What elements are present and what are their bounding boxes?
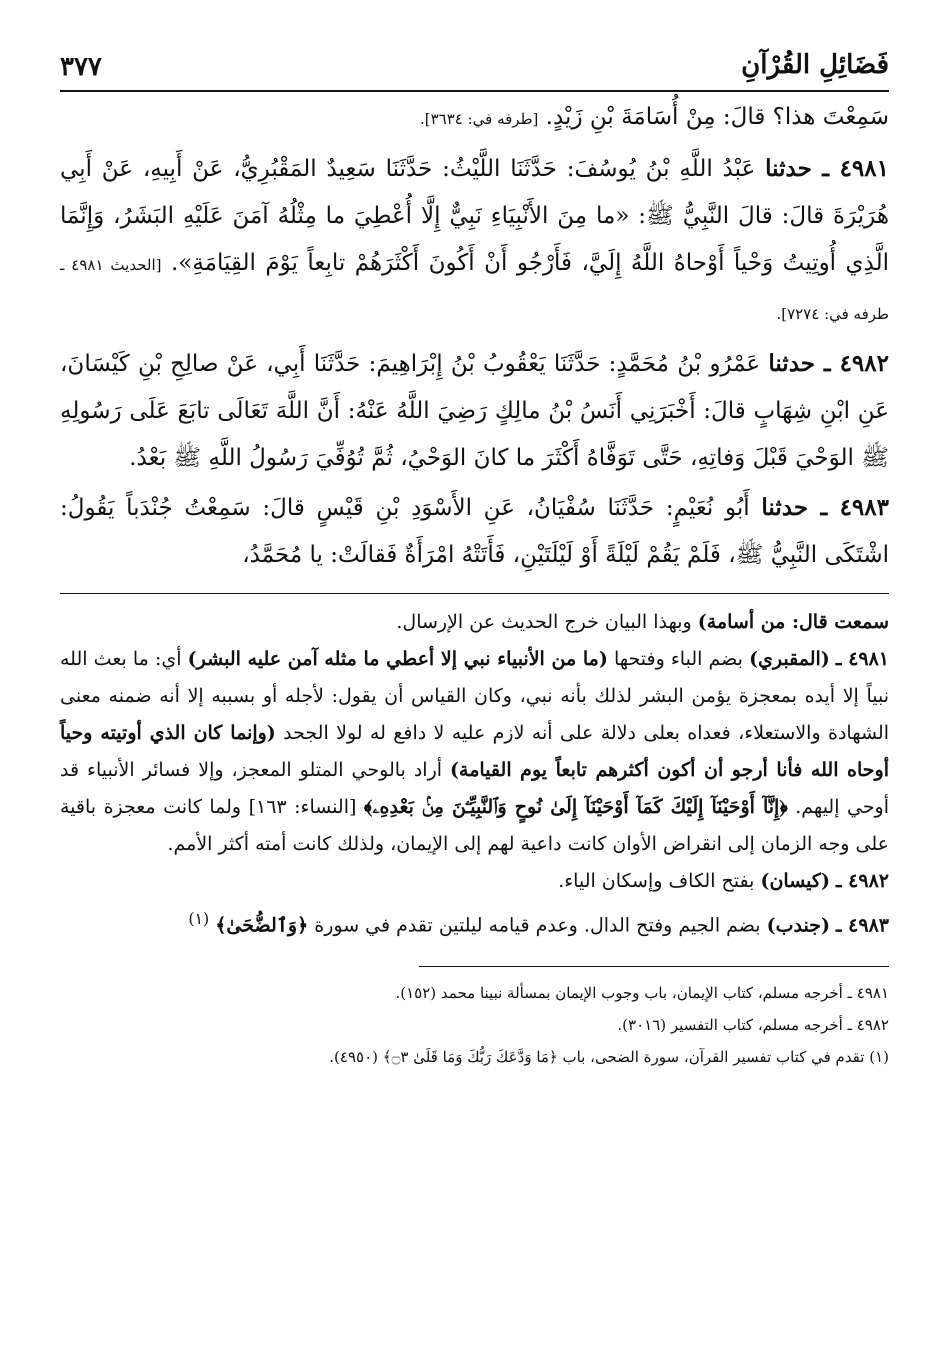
page-header: [60, 40, 889, 92]
commentary-2-text-3: أراد بالوحي المتلو المعجز، وإلا فسائر الأنبياء قد أوحي إليهم.: [60, 759, 890, 818]
commentary-2-text-2: أي: ما بعث الله نبياً إلا أيده بمعجزة يؤمن البشر لذلك بأنه نبي، وكان القياس أن يقول: لأجله أو بسببه إلا أنه ضمنه معنى الشهادة والاستعلاء، فعداه بعلى دلالة على أنه لازم عليه لا دافع له لولا الجحد: [60, 648, 889, 744]
commentary-para-3: [60, 863, 889, 900]
hadith-4981-ref: [الحديث ٤٩٨١ ـ طرفه في: ٧٢٧٤].: [60, 256, 889, 323]
hadith-4982-label: ٤٩٨٢ ـ حدثنا: [768, 350, 889, 377]
page: [60, 40, 889, 1073]
running-title: فَضَائِلِ القُرْآنِ: [741, 50, 889, 80]
footnote-marker[interactable]: (١): [188, 909, 210, 928]
footnotes: [60, 977, 889, 1073]
commentary-para-4: [60, 900, 889, 944]
commentary-4-text: بضم الجيم وفتح الدال. وعدم قيامه ليلتين تقدم في سورة: [314, 914, 761, 937]
opening-text: سَمِعْتَ هذا؟ قالَ: مِنْ أُسَامَةَ بْنِ زَيْدٍ.: [545, 104, 889, 130]
commentary-para-1: [60, 604, 889, 641]
opening-ref: [طرفه في: ٣٦٣٤].: [419, 110, 539, 128]
commentary-divider: [60, 593, 889, 594]
commentary-section: [60, 604, 889, 944]
commentary-2-text-4: [النساء: ١٦٣] ولما كانت معجزة باقية على وجه الزمان إلى انقراض الأوان كانت داعية لهم إلى الإيمان، ولذلك كانت أمته أكثر الأمم.: [60, 796, 889, 855]
footnote-1: (١) تقدم في كتاب تفسير القرآن، سورة الضحى، باب ﴿مَا وَدَّعَكَ رَبُّكَ وَمَا قَلَىٰ ۝٣﴾ (٤٩٥٠).: [329, 1048, 889, 1067]
footnote-divider: [419, 966, 889, 967]
commentary-2-bold-1: (المقبري): [749, 648, 830, 670]
commentary-4-quran: ﴿وَٱلضُّحَىٰ﴾: [215, 914, 309, 937]
page-number: ٣٧٧: [60, 52, 102, 82]
commentary-3-num: ٤٩٨٢ ـ: [835, 870, 889, 892]
commentary-4-bold: (جندب): [766, 914, 830, 937]
commentary-para-2: [60, 641, 889, 863]
commentary-2-bold-3: (وإنما كان الذي أوتيته وحياً أوحاه الله فأنا أرجو أن أكون أكثرهم تابعاً يوم القيامة): [60, 722, 889, 781]
commentary-2-quran: ﴿إِنَّآ أَوْحَيْنَآ إِلَيْكَ كَمَآ أَوْحَيْنَآ إِلَىٰ نُوحٍ وَٱلنَّبِيِّـۧنَ مِنۢ بَعْدِهِۦ﴾: [363, 796, 788, 818]
footnote-4981: ٤٩٨١ ـ أخرجه مسلم، كتاب الإيمان، باب وجوب الإيمان بمسألة نبينا محمد (١٥٢).: [395, 984, 889, 1003]
hadith-section: [60, 94, 889, 579]
hadith-4981-text: عَبْدُ اللَّهِ بْنُ يُوسُفَ: حَدَّثَنَا اللَّيْثُ: حَدَّثَنَا سَعِيدٌ المَقْبُرِيُّ، عَنْ أَبِيهِ، عَنْ أَبِي هُرَيْرَةَ قالَ: قالَ النَّبِيُّ ﷺ: «ما مِنَ الأَنْبِيَاءِ نَبِيٌّ إِلَّا أُعْطِيَ ما مِثْلُهُ آمَنَ عَلَيْهِ البَشَرُ، وَإِنَّمَا الَّذِي أُوتِيتُ وَحْياً أَوْحاهُ اللَّهُ إِلَيَّ، فَأَرْجُو أَنْ أَكُونَ أَكْثَرَهُمْ تابِعاً يَوْمَ القِيَامَةِ».: [60, 156, 889, 276]
footnote-4982: ٤٩٨٢ ـ أخرجه مسلم، كتاب التفسير (٣٠١٦).: [617, 1016, 889, 1035]
commentary-3-text: بفتح الكاف وإسكان الياء.: [558, 870, 755, 892]
hadith-4982: [60, 340, 889, 482]
hadith-4983-text: أَبُو نُعَيْمٍ: حَدَّثَنَا سُفْيَانُ، عَنِ الأَسْوَدِ بْنِ قَيْسٍ قالَ: سَمِعْتُ جُنْدَباً يَقُولُ: اشْتَكَى النَّبِيُّ ﷺ، فَلَمْ يَقُمْ لَيْلَةً أَوْ لَيْلَتَيْنِ، فَأَتَتْهُ امْرَأَةٌ فَقالَتْ: يا مُحَمَّدُ،: [60, 495, 889, 568]
opening-paragraph: [60, 94, 889, 143]
commentary-2-num: ٤٩٨١ ـ: [835, 648, 890, 670]
commentary-2-bold-2: (ما من الأنبياء نبي إلا أعطي ما مثله آمن عليه البشر): [187, 648, 608, 670]
commentary-4-num: ٤٩٨٣ ـ: [835, 914, 889, 937]
commentary-1-text: وبهذا البيان خرج الحديث عن الإرسال.: [396, 611, 692, 633]
commentary-2-text-1: بضم الباء وفتحها: [613, 648, 743, 670]
hadith-4983: [60, 484, 889, 579]
commentary-1-bold: سمعت قال: من أسامة): [697, 611, 889, 633]
hadith-4982-text: عَمْرُو بْنُ مُحَمَّدٍ: حَدَّثَنَا يَعْقُوبُ بْنُ إِبْرَاهِيمَ: حَدَّثَنَا أَبِي، عَنْ صالِحِ بْنِ كَيْسَانَ، عَنِ ابْنِ شِهَابٍ قالَ: أَخْبَرَنِي أَنَسُ بْنُ مالِكٍ رَضِيَ اللَّهُ عَنْهُ: أَنَّ اللَّهَ تَعَالَى تابَعَ عَلَى رَسُولِهِ ﷺ الوَحْيَ قَبْلَ وَفاتِهِ، حَتَّى تَوَفَّاهُ أَكْثَرَ ما كانَ الوَحْيُ، ثُمَّ تُوُفِّيَ رَسُولُ اللَّهِ ﷺ بَعْدُ.: [60, 351, 889, 471]
commentary-3-bold: (كيسان): [760, 870, 830, 892]
hadith-4981-label: ٤٩٨١ ـ حدثنا: [765, 155, 889, 182]
hadith-4981: [60, 145, 889, 338]
hadith-4983-label: ٤٩٨٣ ـ حدثنا: [761, 494, 889, 521]
